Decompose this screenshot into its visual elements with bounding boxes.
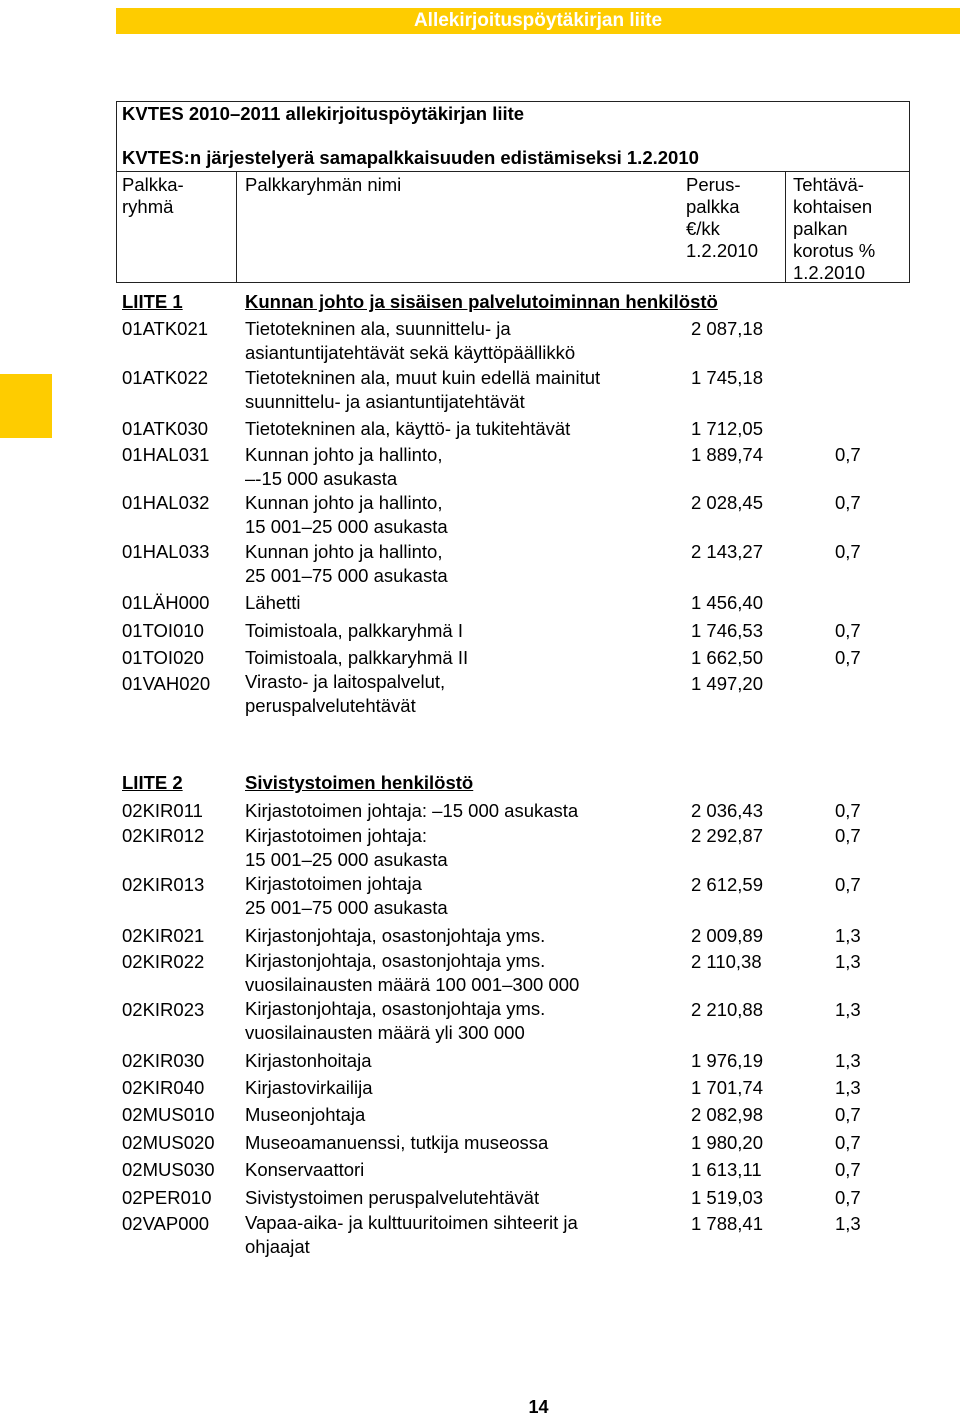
group-code: 02KIR040 [122,1077,205,1098]
task-pay-increase: 0,7 [835,541,861,562]
group-name-line: 15 001–25 000 asukasta [245,516,448,537]
group-code: 02KIR022 [122,951,205,972]
task-pay-increase: 0,7 [835,620,861,641]
group-code: 02MUS020 [122,1132,215,1153]
group-name: Kirjastovirkailija [245,1077,373,1098]
group-name: Tietotekninen ala, käyttö- ja tukitehtävät [245,418,571,439]
column-header-increase-line: korotus % [793,240,876,261]
group-name: Konservaattori [245,1159,365,1180]
side-accent-marker [0,374,52,438]
document-title: KVTES 2010–2011 allekirjoituspöytäkirjan liite [122,103,525,124]
group-name [245,997,545,1045]
group-name-line: Vapaa-aika- ja kulttuuritoimen sihteerit ja [245,1212,578,1233]
document-subtitle: KVTES:n järjestelyerä samapalkkaisuuden edistämiseksi 1.2.2010 [122,147,699,168]
group-name-line: peruspalvelutehtävät [245,695,416,716]
page-number: 14 [528,1397,549,1417]
task-pay-increase: 1,3 [835,951,861,972]
group-name: Museonjohtaja [245,1104,366,1125]
group-name: Sivistystoimen peruspalvelutehtävät [245,1187,540,1208]
task-pay-increase: 0,7 [835,444,861,465]
base-salary: 1 746,53 [691,620,764,641]
group-name-line: 25 001–75 000 asukasta [245,897,448,918]
base-salary: 1 889,74 [691,444,764,465]
task-pay-increase: 0,7 [835,825,861,846]
group-name-line: Kirjastonjohtaja, osastonjohtaja yms. [245,998,546,1019]
group-code: 02KIR013 [122,874,205,895]
base-salary: 2 082,98 [691,1104,764,1125]
base-salary: 2 087,18 [691,318,764,339]
group-name: Lähetti [245,592,301,613]
group-name-line: asiantuntijatehtävät sekä käyttöpäällikkö [245,342,576,363]
task-pay-increase: 0,7 [835,800,861,821]
group-name-line: vuosilainausten määrä yli 300 000 [245,1022,525,1043]
base-salary: 2 612,59 [691,874,764,895]
group-name-line: Kirjastonjohtaja, osastonjohtaja yms. [245,950,546,971]
column-header-increase-line: 1.2.2010 [793,262,866,283]
task-pay-increase: 0,7 [835,1132,861,1153]
group-name-line: Virasto- ja laitospalvelut, [245,671,446,692]
group-code: 02MUS030 [122,1159,215,1180]
group-code: 01LÄH000 [122,592,210,613]
column-header-name: Palkkaryhmän nimi [245,174,402,195]
group-code: 02PER010 [122,1187,212,1208]
task-pay-increase: 0,7 [835,647,861,668]
base-salary: 1 662,50 [691,647,764,668]
column-header-salary [686,174,758,262]
group-name: Kirjastonhoitaja [245,1050,372,1071]
group-name-line: Kirjastotoimen johtaja [245,873,422,894]
base-salary: 1 788,41 [691,1213,764,1234]
page-banner: Allekirjoituspöytäkirjan liite [116,8,960,34]
section-title: Sivistystoimen henkilöstö [245,772,474,793]
group-name-line: Kunnan johto ja hallinto, [245,444,443,465]
group-code: 02KIR030 [122,1050,205,1071]
base-salary: 1 456,40 [691,592,764,613]
base-salary: 1 519,03 [691,1187,764,1208]
base-salary: 1 712,05 [691,418,764,439]
task-pay-increase: 1,3 [835,1213,861,1234]
column-header-group-line: ryhmä [122,196,174,217]
column-header-salary-line: Perus- [686,174,741,195]
column-header-salary-line: 1.2.2010 [686,240,759,261]
appendix-label: LIITE 2 [122,772,183,793]
base-salary: 2 143,27 [691,541,764,562]
group-name: Toimistoala, palkkaryhmä II [245,647,469,668]
group-code: 02KIR021 [122,925,205,946]
base-salary: 2 036,43 [691,800,764,821]
group-code: 01HAL032 [122,492,210,513]
column-header-salary-line: palkka [686,196,740,217]
group-name: Toimistoala, palkkaryhmä I [245,620,463,641]
group-name [245,491,448,539]
group-name [245,443,442,491]
column-header-increase [793,174,875,284]
group-code: 02KIR023 [122,999,205,1020]
group-name: Kirjastotoimen johtaja: –15 000 asukasta [245,800,579,821]
group-code: 02MUS010 [122,1104,215,1125]
group-name [245,824,448,872]
task-pay-increase: 0,7 [835,492,861,513]
group-name [245,317,575,365]
column-header-increase-line: kohtaisen [793,196,873,217]
group-code: 01ATK021 [122,318,209,339]
group-name-line: Kunnan johto ja hallinto, [245,541,443,562]
group-name-line: Tietotekninen ala, suunnittelu- ja [245,318,511,339]
group-name [245,366,600,414]
group-name-line: Kirjastotoimen johtaja: [245,825,428,846]
group-name-line: 25 001–75 000 asukasta [245,565,448,586]
column-header-increase-line: palkan [793,218,848,239]
group-name-line: suunnittelu- ja asiantuntijatehtävät [245,391,525,412]
group-code: 01TOI010 [122,620,204,641]
group-code: 01HAL031 [122,444,210,465]
task-pay-increase: 1,3 [835,925,861,946]
base-salary: 1 701,74 [691,1077,764,1098]
task-pay-increase: 0,7 [835,874,861,895]
base-salary: 1 497,20 [691,673,764,694]
base-salary: 2 210,88 [691,999,764,1020]
base-salary: 1 613,11 [691,1159,762,1180]
base-salary: 2 110,38 [691,951,762,972]
group-name-line: 15 001–25 000 asukasta [245,849,448,870]
group-code: 02KIR011 [122,800,203,821]
group-code: 01ATK030 [122,418,209,439]
column-header-group [122,174,184,218]
group-name [245,1211,578,1259]
group-code: 01VAH020 [122,673,211,694]
base-salary: 2 009,89 [691,925,764,946]
base-salary: 2 028,45 [691,492,764,513]
group-name [245,540,448,588]
base-salary: 1 980,20 [691,1132,764,1153]
column-header-group-line: Palkka- [122,174,184,195]
task-pay-increase: 1,3 [835,999,861,1020]
group-code: 02VAP000 [122,1213,210,1234]
group-name [245,872,448,920]
group-code: 01ATK022 [122,367,209,388]
group-code: 01HAL033 [122,541,210,562]
column-header-salary-line: €/kk [686,218,720,239]
appendix-label: LIITE 1 [122,291,183,312]
base-salary: 1 976,19 [691,1050,764,1071]
group-name-line: Tietotekninen ala, muut kuin edellä mainitut [245,367,601,388]
base-salary: 2 292,87 [691,825,764,846]
group-name [245,670,445,718]
group-name-line: vuosilainausten määrä 100 001–300 000 [245,974,580,995]
column-divider-1 [236,172,237,283]
column-header-increase-line: Tehtävä- [793,174,864,195]
base-salary: 1 745,18 [691,367,764,388]
task-pay-increase: 1,3 [835,1050,861,1071]
task-pay-increase: 0,7 [835,1104,861,1125]
task-pay-increase: 0,7 [835,1159,861,1180]
section-title: Kunnan johto ja sisäisen palvelutoiminnan henkilöstö [245,291,718,312]
group-name [245,949,579,997]
group-name-line: –-15 000 asukasta [245,468,398,489]
group-code: 01TOI020 [122,647,204,668]
group-name: Museoamanuenssi, tutkija museossa [245,1132,549,1153]
group-code: 02KIR012 [122,825,205,846]
group-name-line: ohjaajat [245,1236,310,1257]
group-name-line: Kunnan johto ja hallinto, [245,492,443,513]
task-pay-increase: 0,7 [835,1187,861,1208]
column-divider-2 [785,172,786,283]
task-pay-increase: 1,3 [835,1077,861,1098]
group-name: Kirjastonjohtaja, osastonjohtaja yms. [245,925,546,946]
